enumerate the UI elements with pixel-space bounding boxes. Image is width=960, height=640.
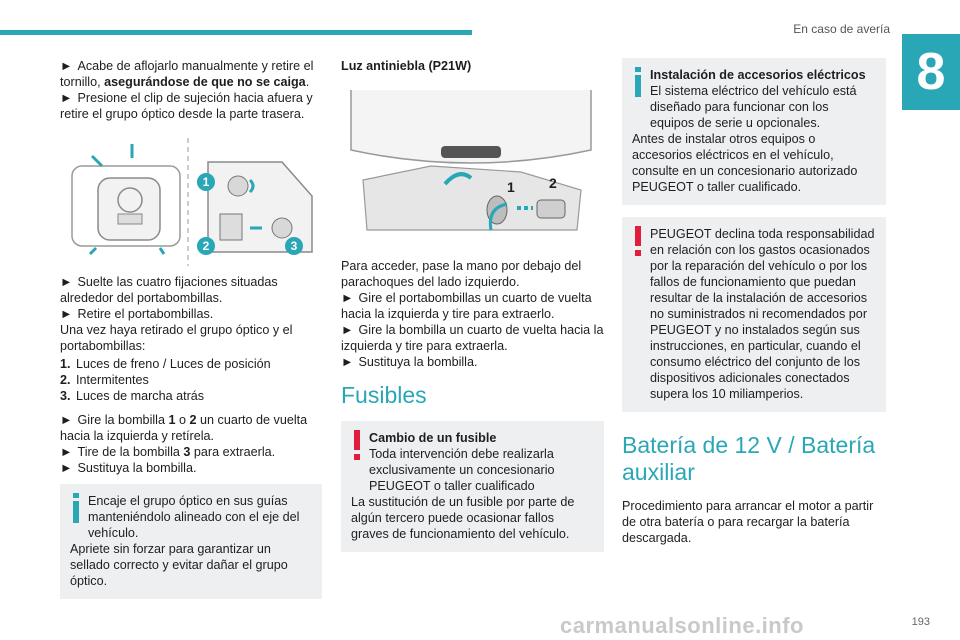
paragraph: Procedimiento para arrancar el motor a partir de otra batería o para recargar la batería descargada.: [622, 499, 874, 545]
chapter-number-tab: 8: [902, 34, 960, 110]
fog-figure-label-1: 1: [507, 179, 515, 195]
info-icon: [70, 493, 82, 523]
step-item: ► Gire la bombilla 1 o 2 un cuarto de vuelta hacia la izquierda y retírela.: [60, 413, 308, 443]
warning-title: Cambio de un fusible: [369, 431, 497, 445]
rear-light-illustration: [60, 136, 322, 268]
section-title-bateria: Batería de 12 V / Batería auxiliar: [622, 432, 876, 485]
column-2: [341, 58, 604, 552]
list-item: 1. Luces de freno / Luces de posición: [60, 357, 271, 371]
step-item: ► Gire el portabombillas un cuarto de vuelta hacia la izquierda y tire para extraerlo.: [341, 291, 592, 321]
info-note: Instalación de accesorios eléctricos El sistema eléctrico del vehículo está diseñado para funcionar con los equipos de serie u opcionales. Antes de instalar otros equipos o accesorios eléctricos en el vehículo, consulte en un concesionario autorizado PEUGEOT o taller cualificado.: [622, 58, 886, 205]
step-item: ► Suelte las cuatro fijaciones situadas alrededor del portabombillas.: [60, 275, 278, 305]
warning-icon: [632, 226, 644, 256]
figure-label-1: 1: [202, 175, 210, 189]
step-item: ► Sustituya la bombilla.: [341, 355, 478, 369]
rear-light-figure: [60, 136, 322, 268]
step-arrow-icon: ►: [341, 291, 354, 305]
step-item: ► Presione el clip de sujeción hacia afuera y retire el grupo óptico desde la parte trasera.: [60, 91, 313, 121]
figure-label-3: 3: [290, 239, 298, 253]
step-item: ► Tire de la bombilla 3 para extraerla.: [60, 445, 276, 459]
fog-light-illustration: [341, 80, 604, 250]
step-item: ► Acabe de aflojarlo manualmente y retire el tornillo, asegurándose de que no se caiga.: [60, 59, 314, 89]
list-item: 2. Intermitentes: [60, 373, 149, 387]
info-icon: [632, 67, 644, 97]
page-number: 193: [911, 616, 930, 628]
step-arrow-icon: ►: [60, 59, 73, 73]
fog-light-title: Luz antiniebla (P21W): [341, 59, 472, 73]
step-item: ► Sustituya la bombilla.: [60, 461, 197, 475]
warning-note: Cambio de un fusible Toda intervención debe realizarla exclusivamente un concesionario PEUGEOT o taller cualificado La sustitución de un fusible por parte de algún tercero puede ocasionar fallos graves de funcionamiento del vehículo.: [341, 421, 604, 552]
fog-light-figure: [341, 80, 604, 250]
warning-icon: [351, 430, 363, 460]
step-arrow-icon: ►: [60, 307, 73, 321]
paragraph: Para acceder, pase la mano por debajo del parachoques del lado izquierdo.: [341, 259, 582, 289]
figure-label-2: 2: [202, 239, 210, 253]
warning-note: PEUGEOT declina toda responsabilidad en relación con los gastos ocasionados por la reparación del vehículo o por los fallos de funcionamiento que puedan resultar de la instalación de accesorios no suministrados ni recomendados por PEUGEOT y no instalados según sus instrucciones, en particular, cuando el consumo eléctrico del conjunto de los dispositivos adicionales conectados supera los 10 miliamperios.: [622, 217, 886, 412]
paragraph: Una vez haya retirado el grupo óptico y el portabombillas:: [60, 323, 293, 353]
section-title-fusibles: Fusibles: [341, 382, 427, 408]
step-arrow-icon: ►: [60, 275, 73, 289]
step-item: ► Gire la bombilla un cuarto de vuelta hacia la izquierda y tire para extraerla.: [341, 323, 604, 353]
column-1: [60, 58, 322, 599]
bulb-list: [60, 356, 322, 404]
step-arrow-icon: ►: [60, 461, 73, 475]
step-item: ► Retire el portabombillas.: [60, 307, 214, 321]
step-arrow-icon: ►: [60, 445, 73, 459]
fog-figure-label-2: 2: [549, 175, 557, 191]
top-accent-bar: [0, 30, 472, 35]
column-3: [622, 58, 886, 546]
watermark: carmanualsonline.info: [560, 613, 804, 638]
chapter-header-title: En caso de avería: [793, 22, 890, 36]
info-note: Encaje el grupo óptico en sus guías manteniéndolo alineado con el eje del vehículo. Apriete sin forzar para garantizar un sellado correcto y evitar dañar el grupo óptico.: [60, 484, 322, 599]
info-title: Instalación de accesorios eléctricos: [650, 68, 866, 82]
step-arrow-icon: ►: [341, 355, 354, 369]
list-item: 3. Luces de marcha atrás: [60, 389, 205, 403]
step-arrow-icon: ►: [60, 413, 73, 427]
step-arrow-icon: ►: [60, 91, 73, 105]
step-arrow-icon: ►: [341, 323, 354, 337]
